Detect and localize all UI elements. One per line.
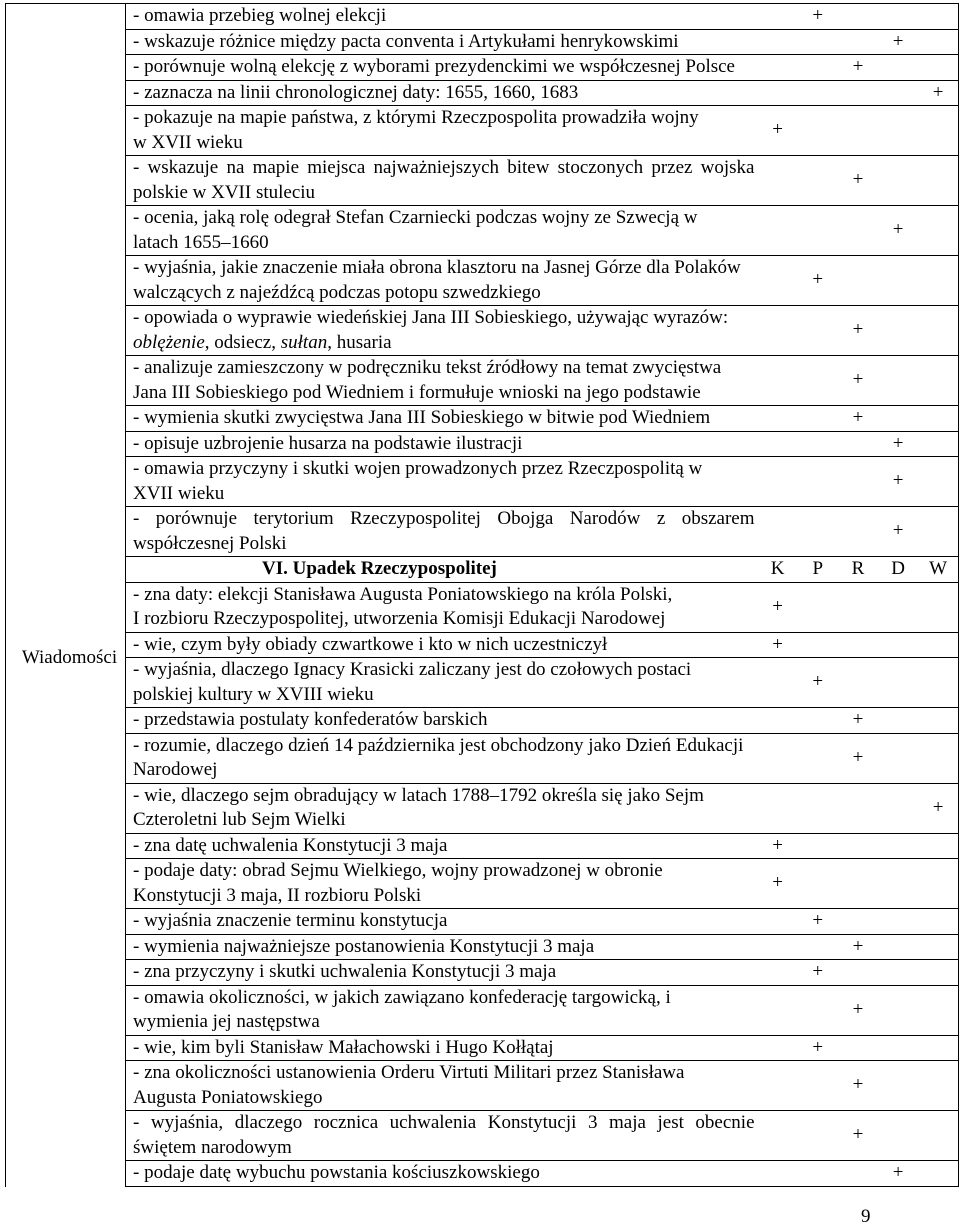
requirement-text-cell	[126, 106, 758, 156]
requirement-row	[126, 934, 959, 960]
requirement-line: - zna daty: elekcji Stanisława Augusta Poniatowskiego na króla Polski,	[133, 583, 673, 605]
grade-mark-w	[918, 1061, 958, 1111]
requirement-text-cell	[126, 206, 758, 256]
requirement-line: - ocenia, jaką rolę odegrał Stefan Czarniecki podczas wojny ze Szwecją w	[133, 207, 698, 228]
grade-mark-w	[918, 431, 958, 457]
grade-mark-r: +	[838, 406, 878, 432]
grade-column-header-k: K	[758, 557, 798, 583]
grade-mark-r: +	[838, 156, 878, 206]
grade-mark-r: +	[838, 306, 878, 356]
requirement-text-cell	[126, 658, 758, 708]
grade-mark-r	[838, 29, 878, 55]
grade-mark-k	[758, 457, 798, 507]
grade-mark-k: +	[758, 106, 798, 156]
grade-mark-r: +	[838, 708, 878, 734]
grade-mark-r	[838, 256, 878, 306]
grade-mark-p: +	[798, 960, 838, 986]
grade-mark-r	[838, 431, 878, 457]
requirement-text-cell	[126, 256, 758, 306]
grade-mark-p	[798, 859, 838, 909]
requirement-line: - zna datę uchwalenia Konstytucji 3 maja	[133, 834, 448, 856]
grade-column-header-r: R	[838, 557, 878, 583]
requirement-text-cell	[126, 909, 758, 935]
grade-mark-r	[838, 859, 878, 909]
grade-mark-k	[758, 1111, 798, 1161]
requirement-text-cell	[126, 1061, 758, 1111]
grade-mark-r: +	[838, 1061, 878, 1111]
requirement-row	[126, 457, 959, 507]
requirement-row	[126, 985, 959, 1035]
grade-mark-p	[798, 306, 838, 356]
grade-mark-d	[878, 632, 918, 658]
grade-mark-w	[918, 457, 958, 507]
grade-mark-p	[798, 733, 838, 783]
grade-mark-d	[878, 783, 918, 833]
grade-mark-k	[758, 507, 798, 557]
grade-mark-k	[758, 55, 798, 81]
section-header	[126, 557, 959, 583]
requirement-row	[126, 206, 959, 256]
requirement-text-cell	[126, 708, 758, 734]
grade-mark-p: +	[798, 658, 838, 708]
requirement-row	[126, 156, 959, 206]
requirement-text-cell	[126, 582, 758, 632]
requirement-text-cell	[126, 1111, 758, 1161]
grade-mark-p	[798, 985, 838, 1035]
requirement-row	[126, 859, 959, 909]
grade-mark-w	[918, 1111, 958, 1161]
requirement-line: - wskazuje na mapie miejsca najważniejszych bitew stoczonych przez wojska	[133, 157, 755, 178]
requirement-row	[126, 80, 959, 106]
grade-mark-r	[838, 457, 878, 507]
grade-mark-d	[878, 1061, 918, 1111]
grade-mark-k	[758, 960, 798, 986]
grade-mark-w	[918, 106, 958, 156]
grade-mark-d: +	[878, 507, 918, 557]
grade-mark-p	[798, 833, 838, 859]
requirement-text-cell	[126, 733, 758, 783]
lower-requirements	[126, 582, 959, 1186]
grade-mark-p: +	[798, 4, 838, 30]
requirement-line: - analizuje zamieszczony w podręczniku tekst źródłowy na temat zwycięstwa	[133, 357, 722, 378]
requirement-row	[126, 507, 959, 557]
grade-mark-w	[918, 658, 958, 708]
requirement-row	[126, 632, 959, 658]
grade-mark-p	[798, 106, 838, 156]
requirement-row	[126, 29, 959, 55]
requirement-row	[126, 356, 959, 406]
grade-mark-p	[798, 783, 838, 833]
requirement-line: Konstytucji 3 maja, II rozbioru Polski	[133, 884, 422, 906]
requirement-text-cell	[126, 632, 758, 658]
requirement-text-cell	[126, 783, 758, 833]
grade-mark-d	[878, 1035, 918, 1061]
grade-mark-d: +	[878, 457, 918, 507]
grade-mark-r	[838, 909, 878, 935]
grade-mark-d: +	[878, 1161, 918, 1187]
requirement-line: XVII wieku	[133, 482, 225, 504]
requirement-text-cell	[126, 55, 758, 81]
requirement-line: wymienia jej następstwa	[133, 1011, 320, 1032]
emphasized-term: sułtan	[280, 331, 328, 353]
requirement-line: - wyjaśnia, dlaczego rocznica uchwalenia Konstytucji 3 maja jest obecnie	[133, 1112, 755, 1133]
grade-mark-k	[758, 1061, 798, 1111]
grade-mark-p	[798, 406, 838, 432]
grade-mark-d	[878, 859, 918, 909]
grade-mark-d	[878, 55, 918, 81]
grade-mark-w	[918, 833, 958, 859]
grade-mark-r: +	[838, 55, 878, 81]
grade-mark-d	[878, 256, 918, 306]
requirement-line: - zna przyczyny i skutki uchwalenia Konstytucji 3 maja	[133, 961, 557, 982]
requirement-text-cell	[126, 960, 758, 986]
requirement-line: - wymienia skutki zwycięstwa Jana III Sobieskiego w bitwie pod Wiedniem	[133, 407, 711, 428]
grade-mark-d	[878, 4, 918, 30]
grade-mark-w	[918, 156, 958, 206]
grade-mark-r: +	[838, 356, 878, 406]
grade-mark-k: +	[758, 833, 798, 859]
requirement-line: Czteroletni lub Sejm Wielki	[133, 809, 346, 830]
grade-mark-d	[878, 406, 918, 432]
requirement-text-cell	[126, 431, 758, 457]
grade-mark-r	[838, 206, 878, 256]
requirement-line: - wie, dlaczego sejm obradujący w latach 1788–1792 określa się jako Sejm	[133, 784, 704, 806]
grade-mark-p	[798, 431, 838, 457]
grade-mark-w	[918, 55, 958, 81]
grade-mark-k	[758, 909, 798, 935]
section-title-cell	[126, 557, 758, 583]
grade-mark-d	[878, 306, 918, 356]
requirement-text-cell	[126, 406, 758, 432]
grade-mark-p	[798, 632, 838, 658]
grade-mark-p	[798, 156, 838, 206]
requirement-row	[126, 708, 959, 734]
requirement-row	[126, 106, 959, 156]
grade-mark-r	[838, 1161, 878, 1187]
grade-mark-w	[918, 1161, 958, 1187]
grade-mark-d	[878, 833, 918, 859]
grade-mark-r	[838, 582, 878, 632]
grade-column-header-p: P	[798, 557, 838, 583]
grade-mark-k	[758, 733, 798, 783]
grade-mark-k	[758, 783, 798, 833]
grade-mark-w	[918, 4, 958, 30]
requirement-line: - porównuje terytorium Rzeczypospolitej Obojga Narodów z obszarem	[133, 508, 755, 529]
requirement-line: latach 1655–1660	[133, 231, 269, 253]
grade-mark-k	[758, 934, 798, 960]
requirement-row	[126, 960, 959, 986]
grade-mark-d: +	[878, 29, 918, 55]
grade-mark-p	[798, 206, 838, 256]
grade-mark-p: +	[798, 1035, 838, 1061]
grade-mark-r	[838, 507, 878, 557]
requirement-line: - rozumie, dlaczego dzień 14 października jest obchodzony jako Dzień Edukacji	[133, 734, 744, 756]
grade-mark-p	[798, 457, 838, 507]
grade-mark-w	[918, 708, 958, 734]
requirement-text-cell	[126, 29, 758, 55]
grade-mark-d	[878, 582, 918, 632]
grade-mark-k: +	[758, 582, 798, 632]
grade-mark-p	[798, 507, 838, 557]
grade-mark-k	[758, 29, 798, 55]
requirement-row	[126, 1035, 959, 1061]
requirement-line: Narodowej	[133, 759, 218, 780]
grade-mark-r	[838, 658, 878, 708]
grade-mark-k	[758, 156, 798, 206]
grade-mark-k	[758, 406, 798, 432]
requirement-text-cell	[126, 4, 758, 30]
requirement-line: - wymienia najważniejsze postanowienia Konstytucji 3 maja	[133, 935, 595, 957]
grade-mark-d	[878, 1111, 918, 1161]
grade-mark-d	[878, 909, 918, 935]
requirement-text-cell	[126, 356, 758, 406]
requirement-line: - porównuje wolną elekcję z wyborami prezydenckimi we współczesnej Polsce	[133, 56, 735, 77]
text-segment: , odsiecz,	[204, 331, 281, 353]
grade-mark-k	[758, 206, 798, 256]
grade-mark-w	[918, 306, 958, 356]
grade-mark-w	[918, 859, 958, 909]
grade-mark-p	[798, 1111, 838, 1161]
requirement-text-cell	[126, 934, 758, 960]
grade-mark-p	[798, 934, 838, 960]
requirement-text-cell	[126, 833, 758, 859]
requirement-line: - pokazuje na mapie państwa, z którymi Rzeczpospolita prowadziła wojny	[133, 107, 699, 128]
grade-mark-w	[918, 256, 958, 306]
grade-column-header-w: W	[918, 557, 958, 583]
requirement-line: - omawia przyczyny i skutki wojen prowadzonych przez Rzeczpospolitą w	[133, 458, 703, 479]
requirement-line: walczących z najeźdźcą podczas potopu szwedzkiego	[133, 281, 541, 303]
grade-mark-d: +	[878, 431, 918, 457]
requirement-line: - wie, czym były obiady czwartkowe i kto w nich uczestniczył	[133, 633, 608, 655]
requirement-line: I rozbioru Rzeczypospolitej, utworzenia Komisji Edukacji Narodowej	[133, 608, 666, 629]
grade-mark-p: +	[798, 256, 838, 306]
requirement-line: świętem narodowym	[133, 1136, 292, 1158]
requirement-text-cell	[126, 457, 758, 507]
grade-mark-r	[838, 80, 878, 106]
section-header-row	[126, 557, 959, 583]
requirement-text-cell	[126, 507, 758, 557]
grade-mark-r: +	[838, 985, 878, 1035]
requirement-line: - przedstawia postulaty konfederatów barskich	[133, 709, 488, 730]
grade-mark-k	[758, 1161, 798, 1187]
requirement-row	[126, 256, 959, 306]
grade-mark-r	[838, 632, 878, 658]
grade-mark-k	[758, 356, 798, 406]
grade-mark-w	[918, 960, 958, 986]
grade-mark-k	[758, 4, 798, 30]
requirement-text-cell	[126, 1161, 758, 1187]
requirement-line: - opisuje uzbrojenie husarza na podstawie ilustracji	[133, 432, 523, 454]
grade-mark-r	[838, 960, 878, 986]
grade-mark-w: +	[918, 80, 958, 106]
requirement-line: - wyjaśnia, dlaczego Ignacy Krasicki zaliczany jest do czołowych postaci	[133, 659, 692, 680]
upper-requirements	[126, 4, 959, 557]
grade-mark-k	[758, 1035, 798, 1061]
requirement-text-cell	[126, 1035, 758, 1061]
requirement-row	[126, 1161, 959, 1187]
requirement-line: Jana III Sobieskiego pod Wiedniem i formułuje wnioski na jego podstawie	[133, 381, 701, 403]
grade-mark-k	[758, 306, 798, 356]
grade-mark-k	[758, 708, 798, 734]
grade-mark-r: +	[838, 934, 878, 960]
grade-mark-d	[878, 356, 918, 406]
grade-mark-k	[758, 658, 798, 708]
requirement-row	[126, 833, 959, 859]
requirement-row	[126, 582, 959, 632]
requirement-row	[126, 658, 959, 708]
category-column	[5, 3, 125, 1187]
requirement-row	[126, 1111, 959, 1161]
grade-mark-d	[878, 985, 918, 1035]
grade-mark-w	[918, 507, 958, 557]
grade-mark-d	[878, 733, 918, 783]
requirement-line: współczesnej Polski	[133, 532, 287, 554]
requirement-row	[126, 4, 959, 30]
requirement-line: - wyjaśnia, jakie znaczenie miała obrona klasztoru na Jasnej Górze dla Polaków	[133, 257, 741, 278]
grade-mark-k	[758, 985, 798, 1035]
grade-mark-d	[878, 156, 918, 206]
grade-mark-p	[798, 80, 838, 106]
grade-mark-d	[878, 106, 918, 156]
grade-mark-p	[798, 29, 838, 55]
grade-mark-k: +	[758, 632, 798, 658]
grade-mark-k	[758, 256, 798, 306]
requirements-table	[125, 3, 959, 1187]
grade-mark-r	[838, 4, 878, 30]
grade-mark-k	[758, 80, 798, 106]
grade-mark-w	[918, 582, 958, 632]
grade-mark-w: +	[918, 783, 958, 833]
grade-mark-r: +	[838, 733, 878, 783]
requirement-row	[126, 55, 959, 81]
grade-mark-p	[798, 708, 838, 734]
requirement-line	[133, 331, 755, 356]
requirement-line: - omawia przebieg wolnej elekcji	[133, 5, 387, 26]
grade-mark-p	[798, 582, 838, 632]
requirement-line: - wyjaśnia znaczenie terminu konstytucja	[133, 910, 448, 931]
grade-mark-w	[918, 985, 958, 1035]
requirement-line: - opowiada o wyprawie wiedeńskiej Jana III Sobieskiego, używając wyrazów:	[133, 307, 729, 328]
grade-mark-r	[838, 1035, 878, 1061]
grade-mark-r	[838, 106, 878, 156]
grade-mark-d: +	[878, 206, 918, 256]
grade-mark-w	[918, 909, 958, 935]
requirement-line: polskie w XVII stuleciu	[133, 181, 316, 203]
grade-mark-w	[918, 1035, 958, 1061]
requirement-row	[126, 306, 959, 356]
grade-mark-p	[798, 1161, 838, 1187]
grade-mark-d	[878, 960, 918, 986]
requirement-row	[126, 783, 959, 833]
grade-mark-w	[918, 934, 958, 960]
requirement-text-cell	[126, 80, 758, 106]
grade-mark-w	[918, 29, 958, 55]
requirement-row	[126, 406, 959, 432]
requirement-line: - wskazuje różnice między pacta conventa i Artykułami henrykowskimi	[133, 30, 679, 52]
grade-mark-w	[918, 206, 958, 256]
requirement-row	[126, 1061, 959, 1111]
category-label: Wiadomości	[21, 647, 118, 668]
requirement-line: - omawia okoliczności, w jakich zawiązano konfederację targowicką, i	[133, 986, 671, 1008]
requirement-text-cell	[126, 985, 758, 1035]
requirement-line: polskiej kultury w XVIII wieku	[133, 683, 374, 705]
grade-mark-w	[918, 632, 958, 658]
curriculum-table-frame	[5, 3, 959, 1187]
requirement-text-cell	[126, 156, 758, 206]
grade-mark-p	[798, 356, 838, 406]
grade-mark-d	[878, 934, 918, 960]
grade-mark-r: +	[838, 1111, 878, 1161]
grade-mark-p	[798, 1061, 838, 1111]
grade-mark-k: +	[758, 859, 798, 909]
requirement-line: - podaje daty: obrad Sejmu Wielkiego, wojny prowadzonej w obronie	[133, 860, 663, 881]
requirement-line: - zaznacza na linii chronologicznej daty: 1655, 1660, 1683	[133, 81, 579, 103]
grade-mark-r	[838, 833, 878, 859]
requirement-line: - zna okoliczności ustanowienia Orderu Virtuti Militari przez Stanisława	[133, 1062, 685, 1083]
requirement-row	[126, 909, 959, 935]
grade-mark-r	[838, 783, 878, 833]
requirement-row	[126, 431, 959, 457]
requirement-line: w XVII wieku	[133, 131, 243, 153]
grade-mark-d	[878, 658, 918, 708]
emphasized-term: oblężenie	[133, 331, 205, 353]
grade-mark-k	[758, 431, 798, 457]
requirement-line: - podaje datę wybuchu powstania kościuszkowskiego	[133, 1162, 540, 1183]
grade-mark-w	[918, 406, 958, 432]
grade-mark-d	[878, 708, 918, 734]
requirement-row	[126, 733, 959, 783]
page-number: 9	[861, 1206, 871, 1227]
requirement-text-cell	[126, 306, 758, 356]
text-segment: , husaria	[327, 331, 392, 353]
grade-mark-p: +	[798, 909, 838, 935]
section-title: VI. Upadek Rzeczypospolitej	[262, 558, 497, 579]
requirement-text-cell	[126, 859, 758, 909]
grade-mark-d	[878, 80, 918, 106]
grade-column-header-d: D	[878, 557, 918, 583]
grade-mark-w	[918, 356, 958, 406]
grade-mark-w	[918, 733, 958, 783]
requirement-line: - wie, kim byli Stanisław Małachowski i Hugo Kołłątaj	[133, 1036, 554, 1058]
requirement-line: Augusta Poniatowskiego	[133, 1086, 323, 1108]
grade-mark-p	[798, 55, 838, 81]
